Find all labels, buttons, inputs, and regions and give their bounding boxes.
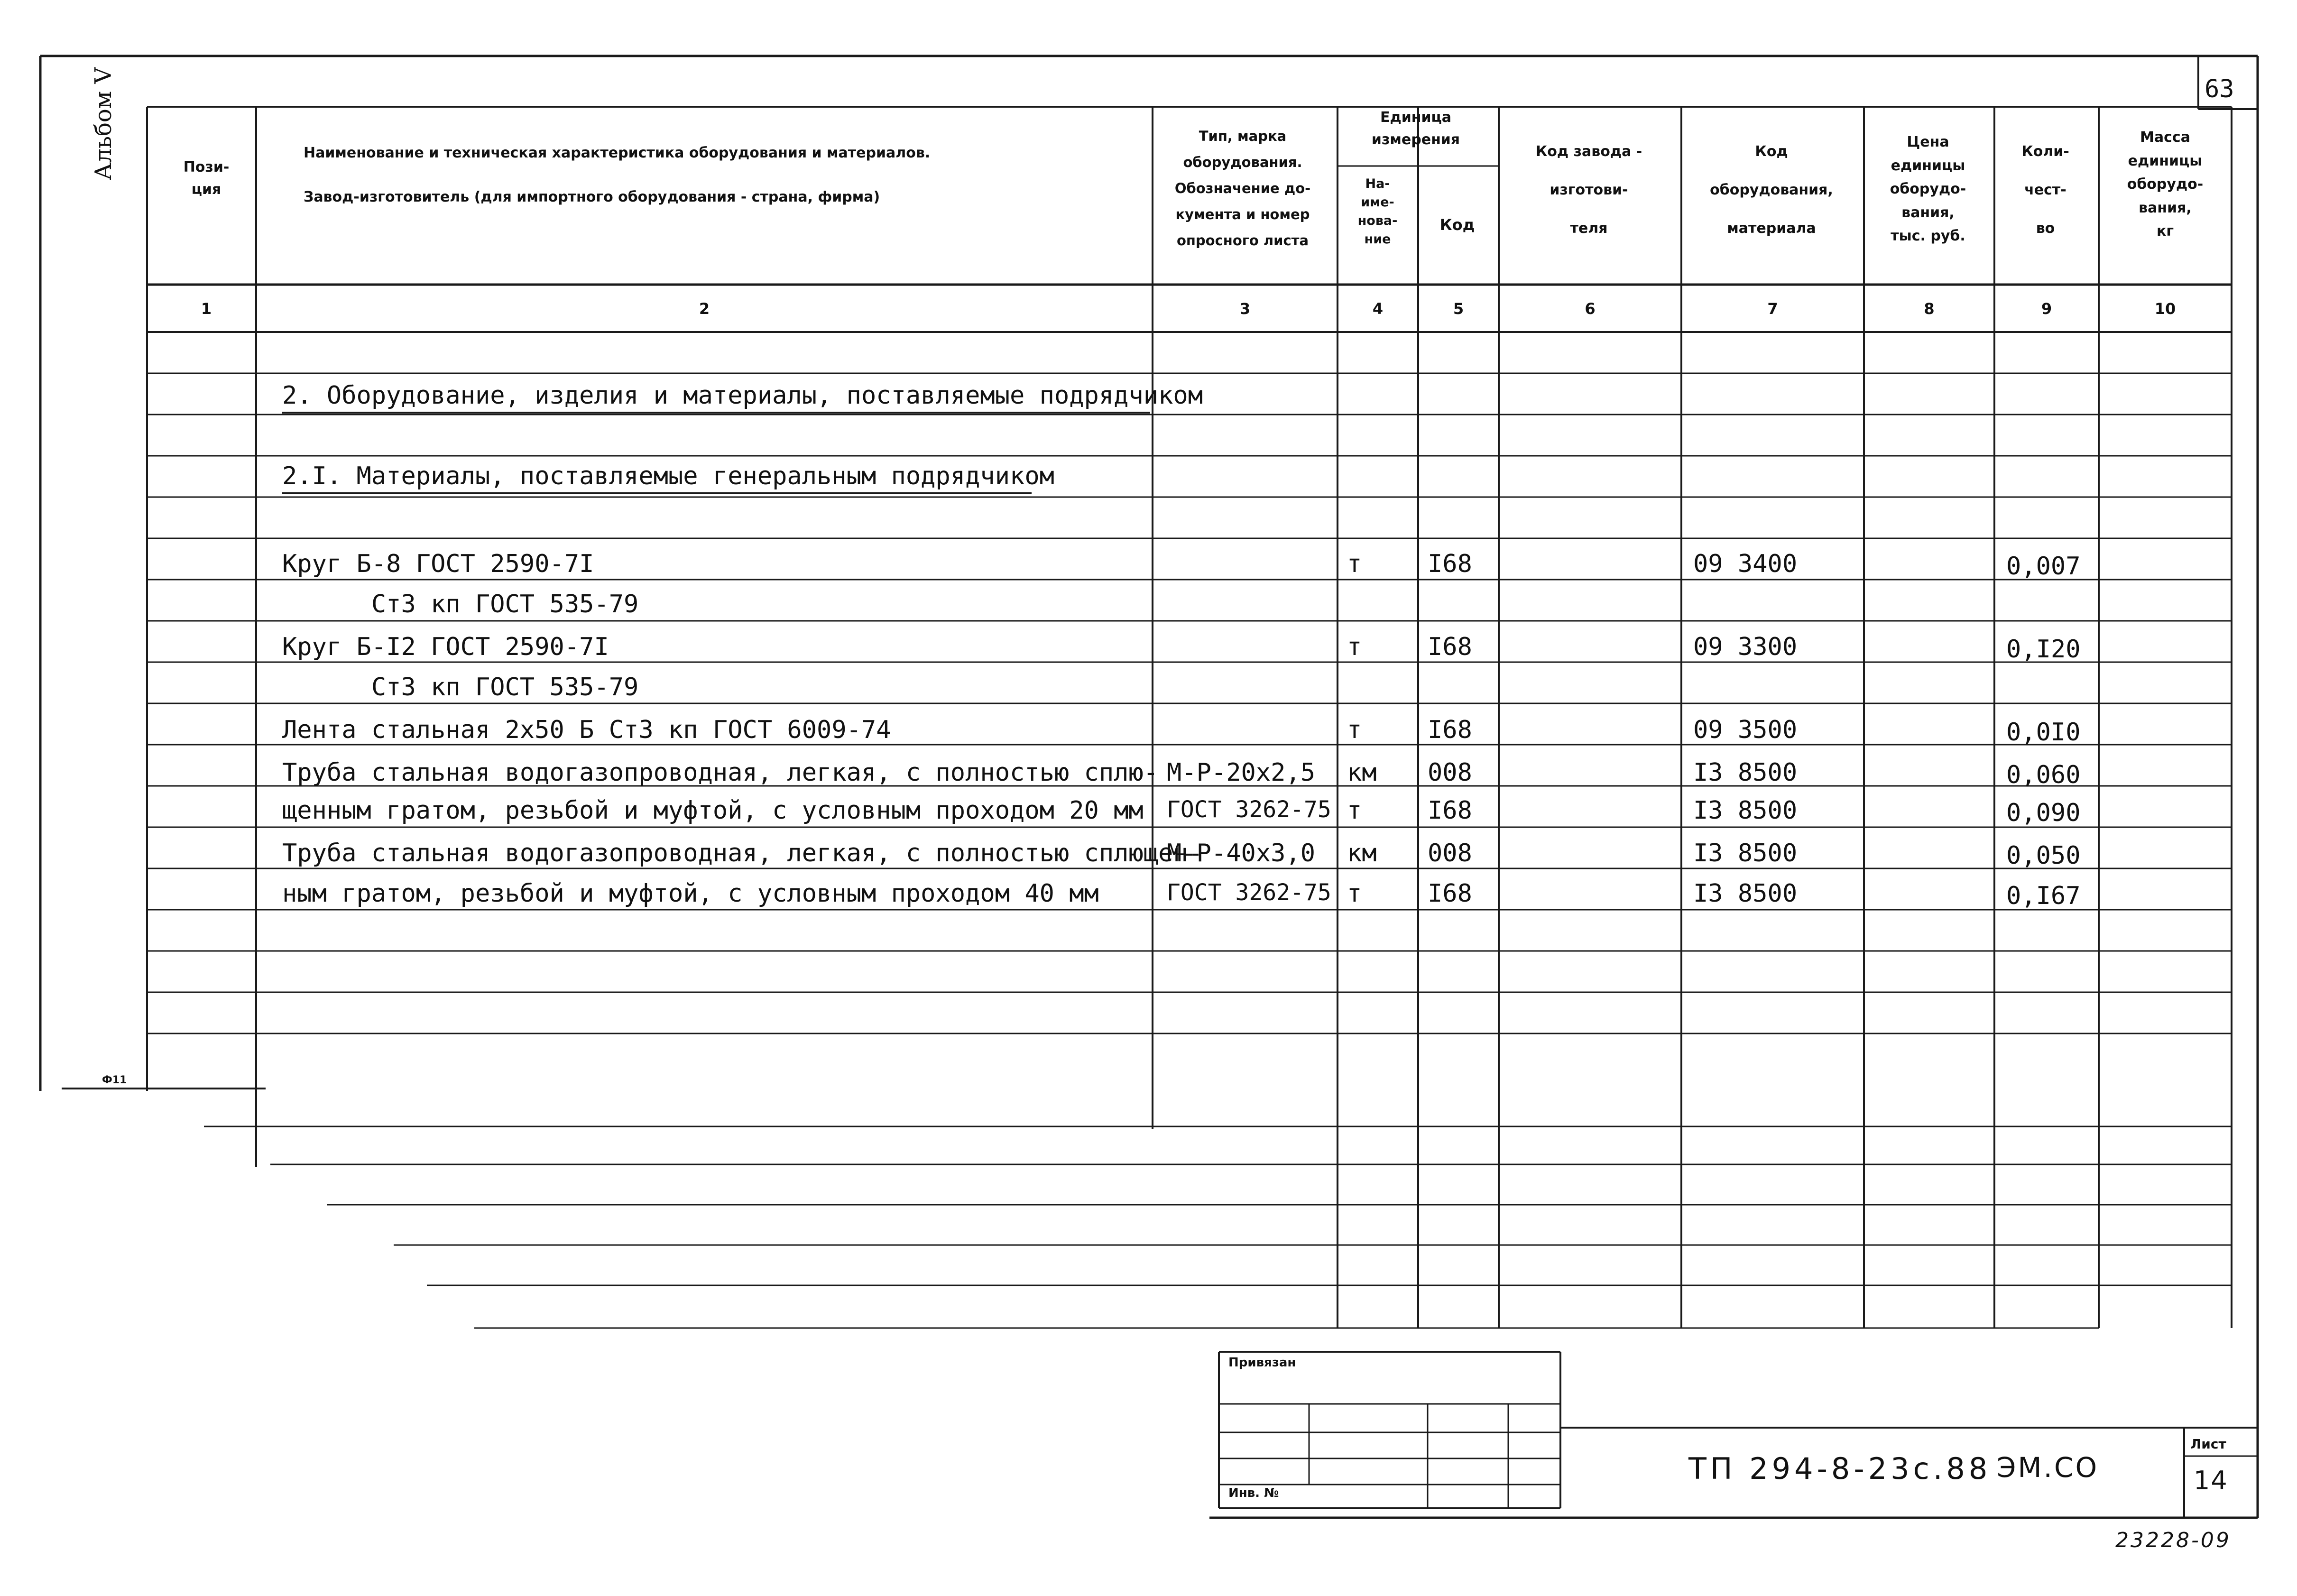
row-2-unit-code: I68: [1428, 633, 1472, 661]
row-6-code: I3 8500: [1693, 796, 1798, 825]
privyazan-label: Привязан: [1228, 1356, 1296, 1370]
row-8-name: ным гратом, резьбой и муфтой, с условным проходом 40 мм: [282, 879, 1099, 908]
row-4-unit: т: [1347, 716, 1362, 744]
header-col-5: Код: [1439, 216, 1475, 234]
colnum-7: 7: [1767, 300, 1778, 318]
row-6-unit-code: I68: [1428, 796, 1472, 825]
row-0-qty: 0,007: [2006, 552, 2081, 581]
header-col-6: Код завода - изготови- теля: [1535, 143, 1642, 237]
header-col-10: Масса единицы оборудо- вания, кг: [2127, 129, 2204, 240]
row-7-code: I3 8500: [1693, 839, 1798, 867]
row-5-code: I3 8500: [1693, 758, 1798, 787]
album-label: Альбом V: [90, 67, 117, 180]
colnum-6: 6: [1585, 300, 1596, 318]
header-col-4: На- име- нова- ние: [1357, 176, 1398, 247]
row-7-qty: 0,050: [2006, 841, 2081, 870]
section-underline-2: [282, 412, 1150, 414]
row-0-code: 09 3400: [1693, 550, 1798, 578]
side-mark: Ф11: [102, 1074, 127, 1086]
row-4-name: Лента стальная 2х50 Б Ст3 кп ГОСТ 6009-74: [282, 716, 891, 744]
row-6-type: ГОСТ 3262-75: [1167, 796, 1331, 823]
row-5-type: М-Р-20х2,5: [1167, 758, 1316, 787]
row-0-name: Круг Б-8 ГОСТ 2590-7I: [282, 550, 594, 578]
section-heading-2-1: 2.I. Материалы, поставляемые генеральным подрядчиком: [282, 462, 1054, 490]
row-7-name: Труба стальная водогазопроводная, легкая, с полностью сплющен-: [282, 839, 1203, 867]
row-2-code: 09 3300: [1693, 633, 1798, 661]
section-underline-2-1: [282, 492, 1032, 494]
row-2-unit: т: [1347, 633, 1362, 661]
section-heading-2: 2. Оборудование, изделия и материалы, поставляемые подрядчиком: [282, 381, 1203, 410]
header-col-7: Код оборудования, материала: [1710, 143, 1833, 237]
row-8-code: I3 8500: [1693, 879, 1798, 908]
row-8-unit-code: I68: [1428, 879, 1472, 908]
row-8-qty: 0,I67: [2006, 882, 2081, 910]
row-5-unit-code: 008: [1428, 758, 1472, 787]
row-6-name: щенным гратом, резьбой и муфтой, с условным проходом 20 мм: [282, 796, 1144, 825]
colnum-9: 9: [2041, 300, 2052, 318]
row-5-qty: 0,060: [2006, 761, 2081, 789]
row-0-unit-code: I68: [1428, 550, 1472, 578]
header-col-1: Пози- ция: [183, 159, 230, 198]
row-8-unit: т: [1347, 879, 1362, 908]
header-col-8: Цена единицы оборудо- вания, тыс. руб.: [1890, 134, 1966, 244]
sheet-number: 14: [2194, 1466, 2228, 1495]
row-0-unit: т: [1347, 550, 1362, 578]
row-4-unit-code: I68: [1428, 716, 1472, 744]
row-4-code: 09 3500: [1693, 716, 1798, 744]
colnum-4: 4: [1372, 300, 1384, 318]
row-1-name: Ст3 кп ГОСТ 535-79: [282, 590, 639, 618]
row-2-qty: 0,I20: [2006, 635, 2081, 664]
row-3-name: Ст3 кп ГОСТ 535-79: [282, 673, 639, 701]
header-unit-group: Единица измерения: [1371, 109, 1460, 148]
document-mark: ЭМ.СО: [1997, 1451, 2099, 1484]
colnum-8: 8: [1924, 300, 1935, 318]
header-col-3: Тип, марка оборудования. Обозначение до- кумента и номер опросного листа: [1174, 128, 1311, 249]
colnum-10: 10: [2154, 300, 2176, 318]
inv-no-label: Инв. №: [1228, 1486, 1279, 1500]
colnum-3: 3: [1239, 300, 1251, 318]
row-4-qty: 0,0I0: [2006, 718, 2081, 747]
row-2-name: Круг Б-I2 ГОСТ 2590-7I: [282, 633, 609, 661]
sheet-label: Лист: [2190, 1436, 2226, 1452]
row-6-unit: т: [1347, 796, 1362, 825]
row-6-qty: 0,090: [2006, 799, 2081, 827]
row-7-unit-code: 008: [1428, 839, 1472, 867]
page-number: 63: [2205, 75, 2234, 103]
row-7-type: М-Р-40х3,0: [1167, 839, 1316, 867]
row-7-unit: км: [1347, 839, 1377, 867]
stamp-number: 23228-09: [2115, 1528, 2231, 1552]
colnum-2: 2: [699, 300, 710, 318]
header-col-9: Коли- чест- во: [2021, 143, 2069, 237]
row-8-type: ГОСТ 3262-75: [1167, 879, 1331, 906]
document-code: ТП 294-8-23с.88: [1688, 1451, 1992, 1486]
colnum-1: 1: [201, 300, 212, 318]
row-5-unit: км: [1347, 758, 1377, 787]
header-col-2: Наименование и техническая характеристика оборудования и материалов. Завод-изготовитель (для импортного оборудования - страна, фирма): [304, 145, 931, 205]
colnum-5: 5: [1453, 300, 1464, 318]
row-5-name: Труба стальная водогазопроводная, легкая, с полностью сплю-: [282, 758, 1159, 787]
